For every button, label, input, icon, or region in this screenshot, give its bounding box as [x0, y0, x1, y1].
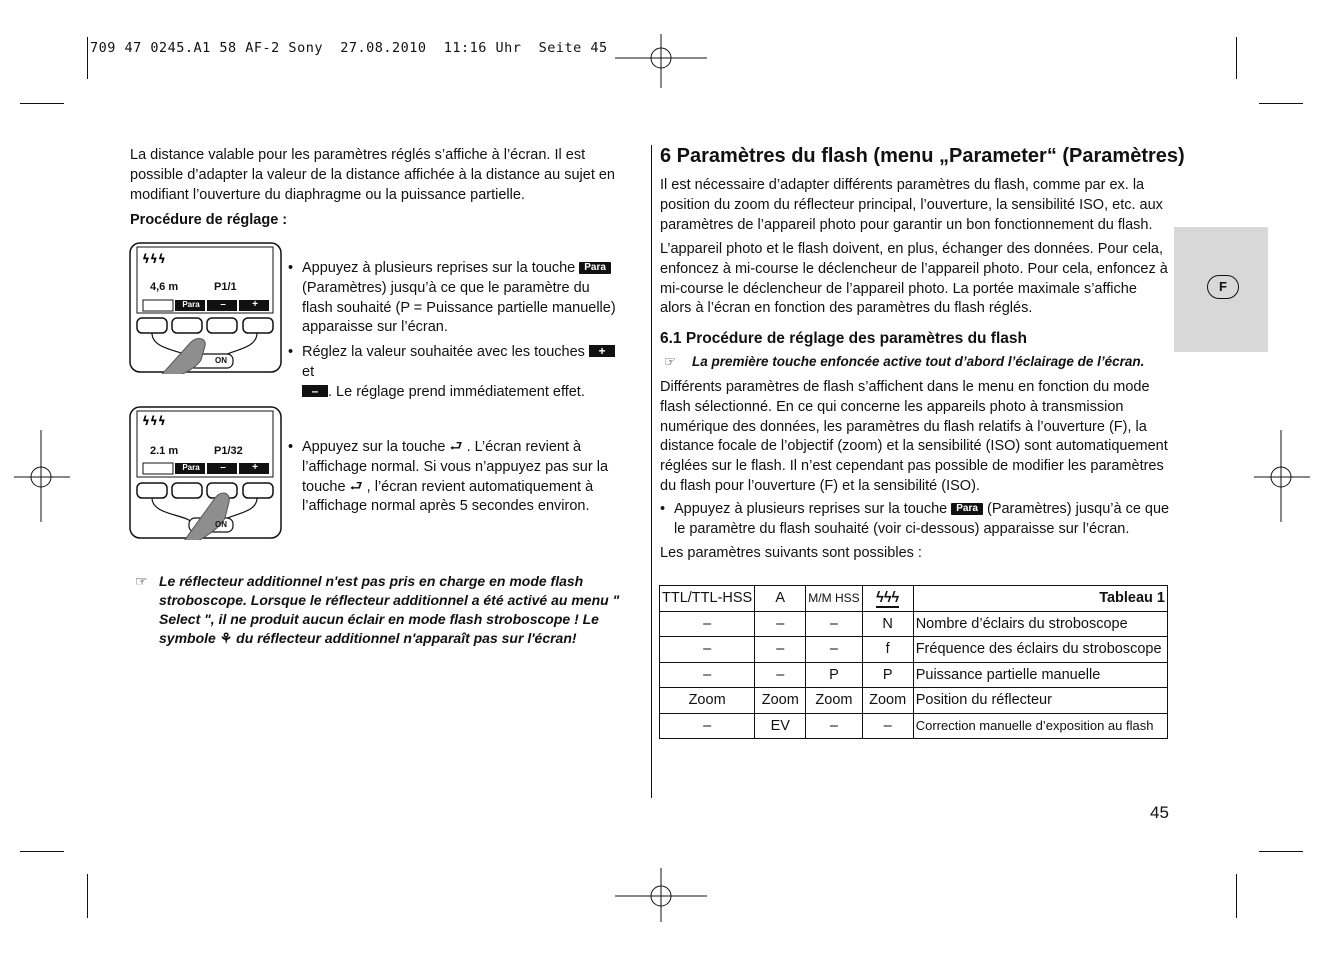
paragraph-4: Les paramètres suivants sont possibles : — [660, 545, 922, 561]
bullet: • — [288, 344, 294, 360]
table-header-cell: A — [755, 586, 806, 612]
table-cell: Fréquence des éclairs du stroboscope — [913, 637, 1167, 663]
lcd-plus-label: + — [252, 299, 258, 310]
minus-key-badge: – — [302, 385, 328, 397]
lcd-minus-label: – — [220, 462, 226, 473]
crop-mark — [1236, 874, 1237, 918]
paragraph-1: Il est nécessaire d’adapter différents paramètres du flash, comme par ex. la position du zoom du réflecteur principal, l’ouverture, la sensibilité ISO, etc. aux paramètres de l’appareil photo pour garantir un bon fonctionnement du flash. — [660, 177, 1163, 233]
table-cell: Nombre d’éclairs du stroboscope — [913, 611, 1167, 637]
language-tab — [1174, 227, 1268, 352]
table-cell: – — [755, 637, 806, 663]
table-cell: – — [660, 611, 755, 637]
table-row — [660, 713, 1168, 739]
table-cell: Zoom — [755, 688, 806, 714]
table-cell: – — [755, 611, 806, 637]
registration-mark-left — [14, 430, 70, 522]
registration-mark-right — [1254, 430, 1310, 522]
crop-mark — [87, 37, 88, 79]
step-3-text-a: Appuyez sur la touche — [302, 439, 446, 455]
step-2-text-a: Réglez la valeur souhaitée avec les touches — [302, 344, 585, 360]
table-header-row — [660, 586, 1168, 612]
para-key-badge: Para — [579, 262, 611, 274]
table-header-cell — [862, 586, 913, 612]
flash-display-illustration-1 — [129, 242, 283, 374]
crop-mark — [20, 103, 64, 104]
table-cell: f — [862, 637, 913, 663]
table-cell: – — [862, 713, 913, 739]
step-2 — [288, 343, 622, 402]
para-key-badge: Para — [951, 503, 983, 515]
table-cell: – — [806, 637, 862, 663]
note-text-a: Le réflecteur additionnel n'est pas pris en charge en mode flash stroboscope. Lorsque le réflecteur additionnel a été activé au menu " Select ", il ne produit aucun éclair en mode flash stroboscope ! Le symbole — [159, 573, 620, 646]
lcd-plus-label: + — [252, 462, 258, 473]
registration-mark-bottom — [615, 866, 707, 926]
table-cell: EV — [755, 713, 806, 739]
reflector-symbol-icon: ⚘ — [219, 630, 233, 646]
table-header-cell: Tableau 1 — [913, 586, 1167, 612]
paragraph-3: Différents paramètres de flash s’affichent dans le menu en fonction du mode flash sélectionné. En ce qui concerne les appareils photo à transmission numérique des données, les paramètres du flash relatifs à l’ouverture (F), la distance focale de l’objectif (zoom) et la sensibilité (ISO) sont automatiquement réglées sur le flash. Il n’est cependant pas possible de modifier les paramètres du flash pour l’ouverture (F) et la sensibilité (ISO). — [660, 379, 1168, 494]
table-cell: – — [806, 713, 862, 739]
stroboscope-mode-icon: ϟϟϟ — [876, 590, 900, 607]
crop-mark — [1259, 851, 1303, 852]
step-3 — [288, 438, 622, 517]
pointing-hand-icon: ☞ — [664, 354, 677, 369]
table-cell: Position du réflecteur — [913, 688, 1167, 714]
registration-mark-top — [615, 30, 707, 90]
table-cell: Zoom — [806, 688, 862, 714]
step-3-text-c: , l’écran revient automatiquement à l’affichage normal après 5 secondes environ. — [302, 478, 594, 515]
crop-mark — [1259, 103, 1303, 104]
lcd-power: P1/1 — [214, 281, 237, 293]
table-cell: – — [660, 637, 755, 663]
note-text-b: du réflecteur additionnel n'apparaît pas sur l'écran! — [236, 630, 577, 646]
paragraph-2: L’appareil photo et le flash doivent, en plus, échanger des données. Pour cela, enfoncez à mi-course le déclencheur de l’appareil photo. Pour cela, enfoncez à mi-course le déclencheur de l’appareil photo. La portée maximale s’affiche alors à l’écran en fonction des paramètres du flash réglés. — [660, 241, 1168, 317]
parameters-table — [659, 585, 1168, 739]
column-divider — [651, 145, 652, 798]
lcd-para-label: Para — [182, 463, 200, 472]
language-label: F — [1207, 275, 1239, 299]
lcd-on-label: ON — [215, 520, 227, 529]
lcd-minus-label: – — [220, 299, 226, 310]
table-header-cell: TTL/TTL-HSS — [660, 586, 755, 612]
step-3-text-b: . L’écran revient à l’affichage normal. Si vous n’appuyez pas sur la touche — [302, 439, 609, 495]
table-row — [660, 688, 1168, 714]
lcd-distance: 4,6 m — [150, 281, 179, 293]
crop-mark — [1236, 37, 1237, 79]
section-heading: 6 Paramètres du flash (menu „Parameter“ (Paramètres) — [660, 145, 1185, 167]
bullet-text-b: (Paramètres) jusqu’à ce que le paramètre du flash souhaité (voir ci-dessous) apparaisse sur l’écran. — [674, 501, 1170, 537]
table-cell: – — [806, 611, 862, 637]
step-2-et: et — [302, 363, 315, 380]
page-number: 45 — [1150, 803, 1169, 822]
flash-display-illustration-2 — [129, 406, 283, 540]
hint — [664, 352, 1144, 371]
hint-text: La première touche enfoncée active tout d’abord l’éclairage de l’écran. — [692, 354, 1145, 369]
pointing-hand-icon: ☞ — [135, 573, 148, 589]
step-2-text-b: . Le réglage prend immédiatement effet. — [328, 383, 585, 400]
procedure-title: Procédure de réglage : — [130, 212, 288, 228]
bullet: • — [288, 439, 294, 455]
table-row — [660, 662, 1168, 688]
return-arrow-icon: ⮐ — [349, 478, 363, 495]
table-cell: – — [660, 713, 755, 739]
table-header-cell: M/M HSS — [806, 586, 862, 612]
table-cell: Puissance partielle manuelle — [913, 662, 1167, 688]
step-1-text-b: (Paramètres) jusqu’à ce que le paramètre du flash souhaité (P = Puissance partielle manuelle) apparaisse sur l’écran. — [302, 279, 616, 336]
table-cell: Correction manuelle d’exposition au flash — [913, 713, 1167, 739]
table-cell: Zoom — [862, 688, 913, 714]
bullet: • — [288, 260, 294, 276]
lcd-power: P1/32 — [214, 445, 243, 457]
bullet-para-key — [660, 500, 1170, 540]
print-header: 709 47 0245.A1 58 AF-2 Sony 27.08.2010 11:16 Uhr Seite 45 — [90, 40, 608, 56]
step-1 — [288, 259, 622, 338]
lcd-para-label: Para — [182, 300, 200, 309]
note — [135, 572, 640, 648]
crop-mark — [20, 851, 64, 852]
return-arrow-icon: ⮐ — [449, 439, 463, 455]
svg-text:ϟϟϟ: ϟϟϟ — [142, 414, 166, 428]
crop-mark — [87, 874, 88, 918]
flash-unit-drawing — [129, 406, 283, 540]
table-row — [660, 611, 1168, 637]
svg-text:ϟϟϟ: ϟϟϟ — [142, 252, 166, 266]
table-cell: N — [862, 611, 913, 637]
sub-heading: 6.1 Procédure de réglage des paramètres du flash — [660, 330, 1027, 347]
table-cell: Zoom — [660, 688, 755, 714]
table-cell: P — [862, 662, 913, 688]
table-row — [660, 637, 1168, 663]
table-cell: – — [660, 662, 755, 688]
table-cell: P — [806, 662, 862, 688]
bullet: • — [660, 501, 666, 517]
intro-paragraph: La distance valable pour les paramètres réglés s’affiche à l’écran. Il est possible d’adapter la valeur de la distance affichée à la distance au sujet en modifiant l’ouverture du diaphragme ou la puissance partielle. — [130, 147, 615, 203]
lcd-distance: 2.1 m — [150, 445, 179, 457]
table-cell: – — [755, 662, 806, 688]
step-1-text-a: Appuyez à plusieurs reprises sur la touche — [302, 260, 576, 276]
lcd-on-label: ON — [215, 356, 227, 365]
bullet-text-a: Appuyez à plusieurs reprises sur la touche — [674, 501, 948, 517]
plus-key-badge: + — [589, 345, 615, 357]
